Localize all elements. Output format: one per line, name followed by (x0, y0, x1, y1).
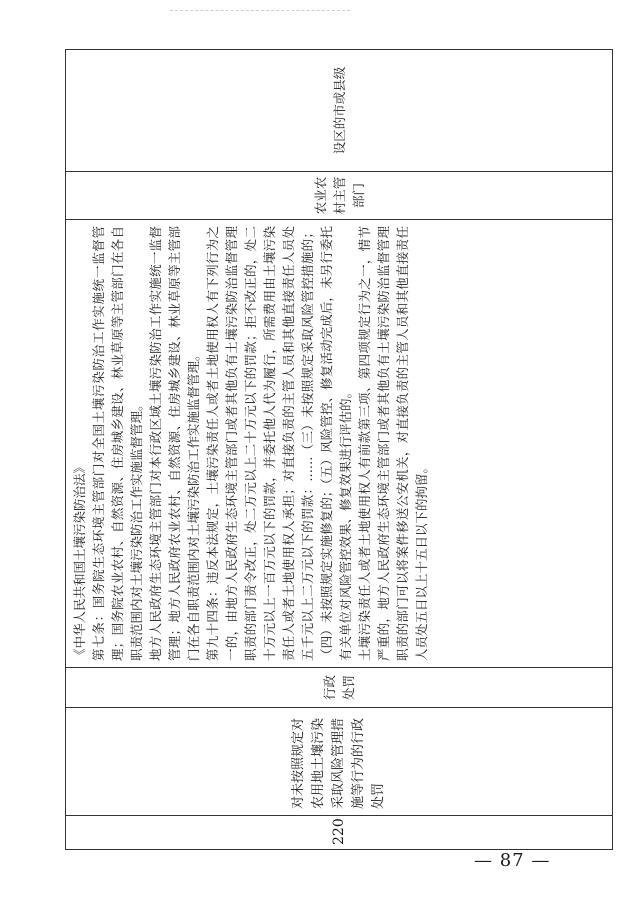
item-name: 对未按照规定对农用地土壤污染采取风险管理措施等行为的行政处罚 (66, 708, 613, 816)
rotated-table-wrapper (65, 50, 613, 850)
exercise-level: 设区的市或县级 (66, 50, 613, 172)
basis-article-94: 第九十四条：违反本法规定，土壤污染责任人或者土地使用权人有下列行为之一的，由地方人民政府生态环境主管部门或者其他负有土壤污染防治监督管理职责的部门责令改正，处二万元以上二十万元以下的罚款；拒不改正的，处二十万元以上一百万元以下的罚款，并委托他人代为履行，所需费用由土壤污染责任人或者土地使用权人承担；对直接负责的主管人员和其他直接责任人员处五千元以上二万元以下的罚款：……（三）未按照规定采取风险管控措施的；（四）未按照规定实施修复的；（五）风险管控、修复活动完成后，未另行委托有关单位对风险管控效果、修复效果进行评估的。 (205, 226, 353, 661)
power-list-table (65, 49, 613, 850)
page-number: — 87 — (474, 850, 551, 871)
basis-article-94-serious: 土壤污染责任人或者土地使用权人有前款第三项、第四项规定行为之一，情节严重的，地方人民政府生态环境主管部门或者其他负有土壤污染防治监督管理职责的部门可以将案件移送公安机关，对直接负责的主管人员和其他直接责任人员处五日以上十五日以下的拘留。 (357, 226, 429, 661)
row-number: 220 (66, 816, 613, 850)
basis-article-7: 第七条：国务院生态环境主管部门对全国土壤污染防治工作实施统一监督管理；国务院农业农村、自然资源、住房城乡建设、林业草原等主管部门在各自职责范围内对土壤污染防治工作实施监督管理。 (91, 226, 144, 661)
power-category: 行政处罚 (66, 668, 613, 708)
basis-law-title: 《中华人民共和国土壤污染防治法》 (72, 460, 87, 661)
scan-artifact-line (170, 10, 350, 12)
basis-article-7-local: 地方人民政府生态环境主管部门对本行政区域土壤污染防治工作实施统一监督管理；地方人民政府农业农村、自然资源、住房城乡建设、林业草原等主管部门在各自职责范围内对土壤污染防治工作实施监督管理。 (148, 226, 201, 661)
responsible-department: 农业农村主管部门 (66, 172, 613, 220)
table-row (66, 50, 613, 850)
legal-basis (66, 220, 613, 668)
